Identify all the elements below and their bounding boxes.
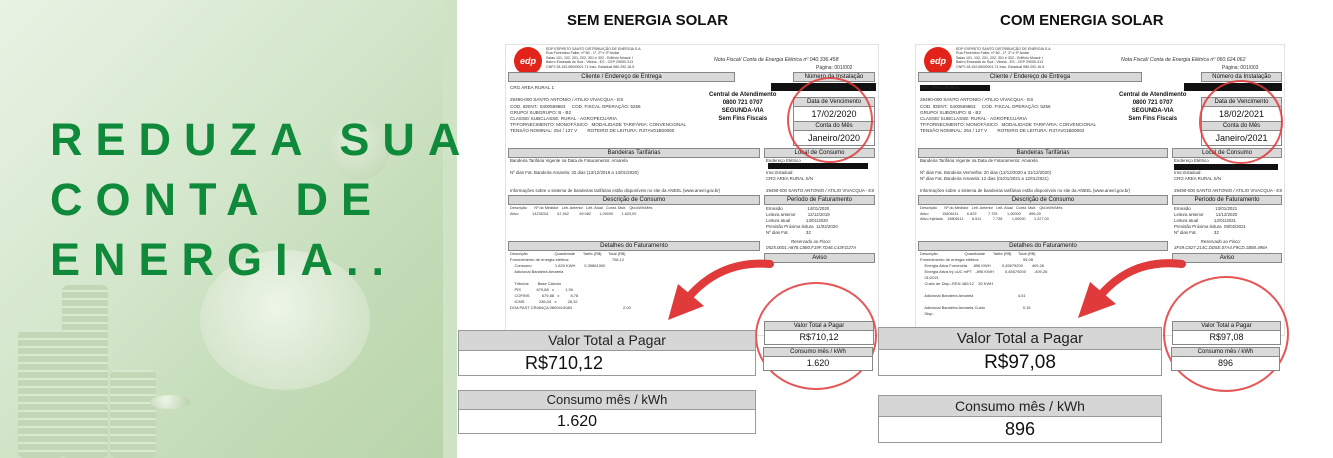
small-kwh-value: 1.620 xyxy=(806,358,830,368)
atendimento: Central de Atendimento 0800 721 0707 SEGUNDA-VIA Sem Fins Fiscais xyxy=(1119,92,1187,122)
cliente-info: CRG AREA RURAL 29490-000 SANTO ANTONIO / ATILIO VIVACQUA - ES COD. IDENT.: 0400569683 COD. FISCAL OPERAÇÃO: 5256 GRUPO/ SUBGRUPO: B - B2 CLASSE/ SUBCLASSE: RURAL - AGROPECUÁRIA TP.FORNECIMENTO: MONOFÁSICO MODALIDADE TARIFÁRIA: CONVENCIONAL TENSÃO NOMINAL: 254 / 127 V ROTEIRO DE LEITURA: R37AV01B00062 xyxy=(920,85,1097,134)
aviso-header: Aviso xyxy=(764,253,875,263)
conta-mes-label: Conta do Mês xyxy=(794,122,874,131)
cliente-header: Cliente / Endereço de Entrega xyxy=(508,72,735,82)
kwh-panel-sem-solar xyxy=(458,390,756,434)
detalhes-header: Detalhes do Faturamento xyxy=(918,241,1168,251)
periodo-info: Emissão 13/01/2021 Leitura anterior 11/12/2020 Leitura atual 12/01/2021 Previsão Próxima leitura 09/02/2021 Nº dias Fat. 32 xyxy=(1174,206,1246,235)
small-kwh-label: Consumo mês / kWh xyxy=(1172,348,1279,357)
highlight-circle xyxy=(787,77,873,163)
headline: REDUZA SUA CONTA DE ENERGIA.. xyxy=(50,114,474,285)
periodo-info: Emissão 14/01/2020 Leitura anterior 12/12/2019 Leitura atual 13/01/2020 Previsão Próxima leitura 11/02/2020 Nº dias Fat. 32 xyxy=(766,206,838,235)
bandeiras-header: Bandeiras Tarifárias xyxy=(508,148,760,158)
small-total-label: Valor Total a Pagar xyxy=(765,322,873,331)
bandeiras-header: Bandeiras Tarifárias xyxy=(918,148,1168,158)
total-panel-sem-solar xyxy=(458,330,756,376)
cliente-info: CRG AREA RURAL 1 29490-000 SANTO ANTONIO / ATILIO VIVACQUA - ES COD. IDENT.: 0400569683 COD. FISCAL OPERAÇÃO: 5256 GRUPO/ SUBGRUPO: B - B2 CLASSE/ SUBCLASSE: RURAL - AGROPECUÁRIA TP.FORNECIMENTO: MONOFÁSICO MODALIDADE TARIFÁRIA: CONVENCIONAL TENSÃO NOMINAL: 254 / 127 V ROTEIRO DE LEITURA: R37AV01B00060 xyxy=(510,85,687,134)
small-total-value: R$710,12 xyxy=(799,332,839,342)
bandeiras-info: Bandeira Tarifária Vigente na Data de Faturamento: Amarela Nº dias Fat. Bandeira Vermelha: 20 dias (12/12/2020 a 31/12/2020) Nº dias Fat. Bandeira Amarela: 12 dias (01/01/2021 a 12/01/2021) Informações sobre o sistema de bandeiras tarifárias estão disponíveis no site da ANEEL (www.aneel.gov.br) xyxy=(920,158,1131,193)
consumo-table: Descrição Nº do Medidor Leit. Anterior Leit. Atual Const. Mult. Qtd.kWh/Mês Ativo 15806111 6.829 7.725 1,00000 896,00 Ativo Injetado 15806111 6.511 7.738 1,00000 1.227,00 xyxy=(920,206,1063,221)
coin-stack xyxy=(18,330,64,458)
atendimento: Central de Atendimento 0800 721 0707 SEGUNDA-VIA Sem Fins Fiscais xyxy=(709,92,777,122)
cliente-header: Cliente / Endereço de Entrega xyxy=(918,72,1142,82)
edp-logo: edp xyxy=(924,47,952,75)
local-info: Endereço Elétrico Insc.Estadual: CRG AREA RURAL S/N 29490-000 SANTO ANTONIO / ATILIO VIVACQUA - ES xyxy=(766,158,875,193)
fisco-info: Reservado ao Fisco: 3F49.C827.214C.DD5E.07A4.F9CD.1B80.498A xyxy=(1174,239,1268,250)
vencimento-label: Data de Vencimento xyxy=(794,98,874,107)
ttl-sem-solar: SEM ENERGIA SOLAR xyxy=(567,12,729,29)
vencimento-label: Data de Vencimento xyxy=(1202,98,1281,107)
small-kwh-box xyxy=(763,347,873,371)
conta-mes-label: Conta do Mês xyxy=(1202,122,1281,131)
red-arrow xyxy=(1070,256,1190,326)
total-label: Valor Total a Pagar xyxy=(459,331,755,351)
nota-fiscal: Nota Fiscal/ Conta de Energia Elétrica nº 060.624.062 xyxy=(1121,57,1246,63)
detalhes-table: Descrição Quantidade Tarifa (R$) Total (R$) Fornecimento de energia elétrica 95,08 Energia Ativa Fornecida 896 KWH 0,45679200 409,26 Energia Ativa Inj oUC mPT -896 KWH 0,45679200 -409,26 01/2021 Custo de Disp.-REN 482/12 30 KWH Adicional Bandeira Amarela 4,51 Adicional Bandeira Amarela Custo 0,15 Disp. xyxy=(920,251,1048,316)
pagina: Página: 001/002 xyxy=(816,65,853,71)
ttl-com-solar: COM ENERGIA SOLAR xyxy=(1000,12,1164,29)
detalhes-header: Detalhes do Faturamento xyxy=(508,241,760,251)
small-kwh-box xyxy=(1171,347,1280,371)
kwh-label: Consumo mês / kWh xyxy=(879,396,1161,417)
nota-fiscal: Nota Fiscal/ Conta de Energia Elétrica nº 040.336.458 xyxy=(714,57,839,63)
promo-panel xyxy=(0,0,474,458)
aviso-header: Aviso xyxy=(1172,253,1282,263)
edp-logo: edp xyxy=(514,47,542,75)
detalhes-table: Descrição Quantidade Tarifa (R$) Total (R$) Fornecimento de energia elétrica 708,12 Consumo 1.620 KWH 0,39861000 Adicional Bandeira Amarela Tributos Base Cálculo PIS 679,88 x 1,90 COFINS 679,88 x 8,78 ICMS 236,04 x 28,32 DOA PAST CRIANÇA 0800410084 2,00 xyxy=(510,251,631,310)
small-total-label: Valor Total a Pagar xyxy=(1173,322,1280,331)
red-arrow xyxy=(660,258,780,328)
instalacao-header: Número da Instalação xyxy=(1201,72,1282,82)
vencimento-value: 17/02/2020 xyxy=(811,109,857,119)
highlight-circle xyxy=(1199,80,1283,164)
small-kwh-label: Consumo mês / kWh xyxy=(764,348,872,357)
local-header: Local de Consumo xyxy=(764,148,875,158)
periodo-header: Período de Faturamento xyxy=(1172,195,1282,205)
vencimento-value: 18/02/2021 xyxy=(1218,109,1265,119)
total-value: R$97,08 xyxy=(984,352,1056,373)
redacted-bar xyxy=(768,163,868,169)
instalacao-header: Número da Instalação xyxy=(793,72,875,82)
consumo-header: Descrição de Consumo xyxy=(508,195,760,205)
total-panel-com-solar xyxy=(878,327,1162,376)
small-total-value: R$97,08 xyxy=(1209,332,1244,342)
company-info: EDP ESPIRITO SANTO DISTRIBUIÇÃO DE ENERGIA S.A Rua Florentino Faller, nº 80 - 1º, 2º e 3º Andar Salas 101, 102, 201, 202, 301 e 302 - Edifício Moacir I Bairro Enseada do Suá - Vitória - ES - CEP 29050-313 CNPJ 28.152.650/0001-71 Insc. Estadual 080.292.16-5 xyxy=(956,47,1051,69)
periodo-header: Período de Faturamento xyxy=(764,195,875,205)
small-kwh-value: 896 xyxy=(1217,358,1234,368)
kwh-value: 1.620 xyxy=(557,413,598,430)
fisco-info: Reservado ao Fisco: 0525.0001.A878.C880.F19F.7D46.C43F.D27A xyxy=(766,239,857,250)
redacted-bar xyxy=(1174,164,1278,170)
total-value: R$710,12 xyxy=(525,353,604,373)
local-info: Endereço Elétrico Insc.Estadual: CRG AREA RURAL S/N 29490-000 SANTO ANTONIO / ATILIO VIVACQUA - ES xyxy=(1174,158,1283,193)
kwh-value: 896 xyxy=(1004,419,1036,439)
company-info: EDP ESPIRITO SANTO DISTRIBUIÇÃO DE ENERGIA S.A Rua Florentino Faller, nº 80 - 1º, 2º e 3º Andar Salas 101, 102, 201, 202, 301 e 302 - Edifício Moacir I Bairro Enseada do Suá - Vitória - ES - CEP 29050-313 CNPJ 28.152.650/0001-71 Insc. Estadual 080.292.16-5 xyxy=(546,47,641,69)
bandeiras-info: Bandeira Tarifária Vigente na Data de Faturamento: Amarela Nº dias Fat. Bandeira Amarela: 32 dias (13/12/2019 a 13/01/2020) Informações sobre o sistema de bandeiras tarifárias estão disponíveis no site da ANEEL (www.aneel.gov.br) xyxy=(510,158,721,193)
kwh-panel-com-solar xyxy=(878,395,1162,443)
coin-stack xyxy=(62,285,108,458)
conta-mes-value: Janeiro/2020 xyxy=(807,133,861,143)
consumo-table: Descrição Nº do Medidor Leit. Anterior Leit. Atual Const. Mult. Qtd.kWh/Mês Ativo 14235311 67.462 69.082 1,00000 1.620,00 xyxy=(510,206,653,216)
coin-stack xyxy=(110,370,156,458)
kwh-label: Consumo mês / kWh xyxy=(459,391,755,410)
coin xyxy=(150,395,190,409)
total-label: Valor Total a Pagar xyxy=(879,328,1161,350)
pagina: Página: 001/003 xyxy=(1222,65,1259,71)
local-header: Local de Consumo xyxy=(1172,148,1282,158)
consumo-header: Descrição de Consumo xyxy=(918,195,1168,205)
conta-mes-value: Janeiro/2021 xyxy=(1215,133,1268,143)
